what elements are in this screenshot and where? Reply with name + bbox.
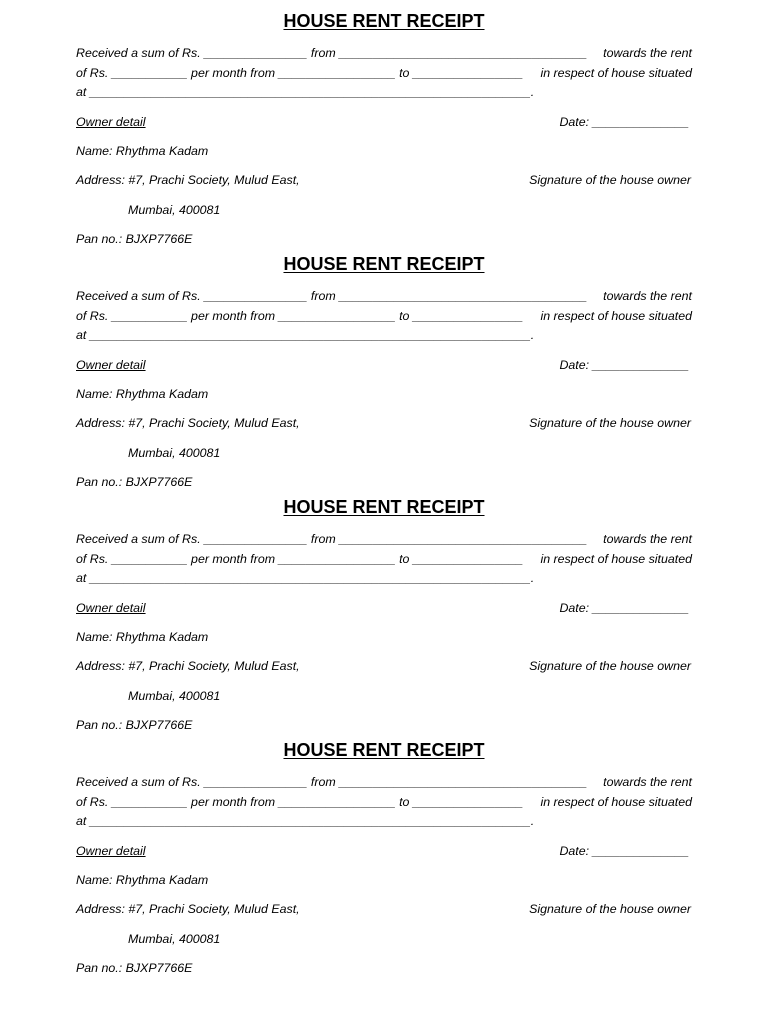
date-field: Date: ______________	[559, 601, 689, 615]
amount-text: Received a sum of Rs. _______________ from ____________________________________	[76, 532, 588, 546]
receipt-title	[0, 253, 768, 275]
owner-date-line	[76, 356, 692, 374]
amount-text: Received a sum of Rs. _______________ from ____________________________________	[76, 46, 588, 60]
owner-address-line2: Mumbai, 400081	[128, 932, 221, 946]
receipt-title	[0, 496, 768, 518]
address-blank-line: at ________________________________________________________________.	[76, 814, 535, 828]
towards-rent-text: towards the rent	[603, 289, 692, 303]
owner-address-line1: Address: #7, Prachi Society, Mulud East,	[76, 659, 300, 673]
owner-address-line2: Mumbai, 400081	[128, 203, 221, 217]
receipt	[0, 0, 768, 246]
date-field: Date: ______________	[559, 358, 689, 372]
owner-name: Name: Rhythma Kadam	[76, 387, 209, 401]
date-field: Date: ______________	[559, 844, 689, 858]
amount-line	[76, 530, 692, 548]
owner-name: Name: Rhythma Kadam	[76, 144, 209, 158]
period-text: of Rs. ___________ per month from _________________ to ________________	[76, 309, 524, 323]
period-line	[76, 550, 692, 568]
receipt-title-text: HOUSE RENT RECEIPT	[283, 11, 485, 31]
signature-label: Signature of the house owner	[529, 173, 691, 187]
towards-rent-text: towards the rent	[603, 775, 692, 789]
owner-name: Name: Rhythma Kadam	[76, 630, 209, 644]
period-text: of Rs. ___________ per month from _________________ to ________________	[76, 552, 524, 566]
owner-name: Name: Rhythma Kadam	[76, 873, 209, 887]
signature-label: Signature of the house owner	[529, 659, 691, 673]
date-field: Date: ______________	[559, 115, 689, 129]
address-signature-line	[76, 657, 692, 675]
receipt	[0, 243, 768, 489]
receipt-title	[0, 10, 768, 32]
period-line	[76, 307, 692, 325]
owner-address-line1: Address: #7, Prachi Society, Mulud East,	[76, 902, 300, 916]
owner-date-line	[76, 599, 692, 617]
situated-text: in respect of house situated	[540, 309, 692, 323]
receipt-title-text: HOUSE RENT RECEIPT	[283, 740, 485, 760]
address-blank-line: at ________________________________________________________________.	[76, 571, 535, 585]
owner-address-line2: Mumbai, 400081	[128, 446, 221, 460]
amount-text: Received a sum of Rs. _______________ from ____________________________________	[76, 775, 588, 789]
owner-detail-heading: Owner detail	[76, 601, 146, 615]
amount-line	[76, 44, 692, 62]
period-text: of Rs. ___________ per month from _________________ to ________________	[76, 795, 524, 809]
signature-label: Signature of the house owner	[529, 902, 691, 916]
owner-detail-heading: Owner detail	[76, 358, 146, 372]
towards-rent-text: towards the rent	[603, 46, 692, 60]
address-blank-line: at ________________________________________________________________.	[76, 85, 535, 99]
period-line	[76, 64, 692, 82]
receipt-title-text: HOUSE RENT RECEIPT	[283, 254, 485, 274]
pan-number: Pan no.: BJXP7766E	[76, 718, 193, 732]
situated-text: in respect of house situated	[540, 66, 692, 80]
address-signature-line	[76, 171, 692, 189]
owner-detail-heading: Owner detail	[76, 844, 146, 858]
pan-number: Pan no.: BJXP7766E	[76, 232, 193, 246]
amount-line	[76, 773, 692, 791]
address-blank-line: at ________________________________________________________________.	[76, 328, 535, 342]
towards-rent-text: towards the rent	[603, 532, 692, 546]
period-text: of Rs. ___________ per month from _________________ to ________________	[76, 66, 524, 80]
owner-address-line1: Address: #7, Prachi Society, Mulud East,	[76, 416, 300, 430]
amount-text: Received a sum of Rs. _______________ from ____________________________________	[76, 289, 588, 303]
amount-line	[76, 287, 692, 305]
owner-date-line	[76, 842, 692, 860]
signature-label: Signature of the house owner	[529, 416, 691, 430]
owner-address-line2: Mumbai, 400081	[128, 689, 221, 703]
owner-date-line	[76, 113, 692, 131]
owner-detail-heading: Owner detail	[76, 115, 146, 129]
receipt	[0, 729, 768, 975]
owner-address-line1: Address: #7, Prachi Society, Mulud East,	[76, 173, 300, 187]
address-signature-line	[76, 900, 692, 918]
pan-number: Pan no.: BJXP7766E	[76, 961, 193, 975]
pan-number: Pan no.: BJXP7766E	[76, 475, 193, 489]
receipt-title-text: HOUSE RENT RECEIPT	[283, 497, 485, 517]
situated-text: in respect of house situated	[540, 795, 692, 809]
address-signature-line	[76, 414, 692, 432]
receipt-title	[0, 739, 768, 761]
receipt	[0, 486, 768, 732]
period-line	[76, 793, 692, 811]
situated-text: in respect of house situated	[540, 552, 692, 566]
